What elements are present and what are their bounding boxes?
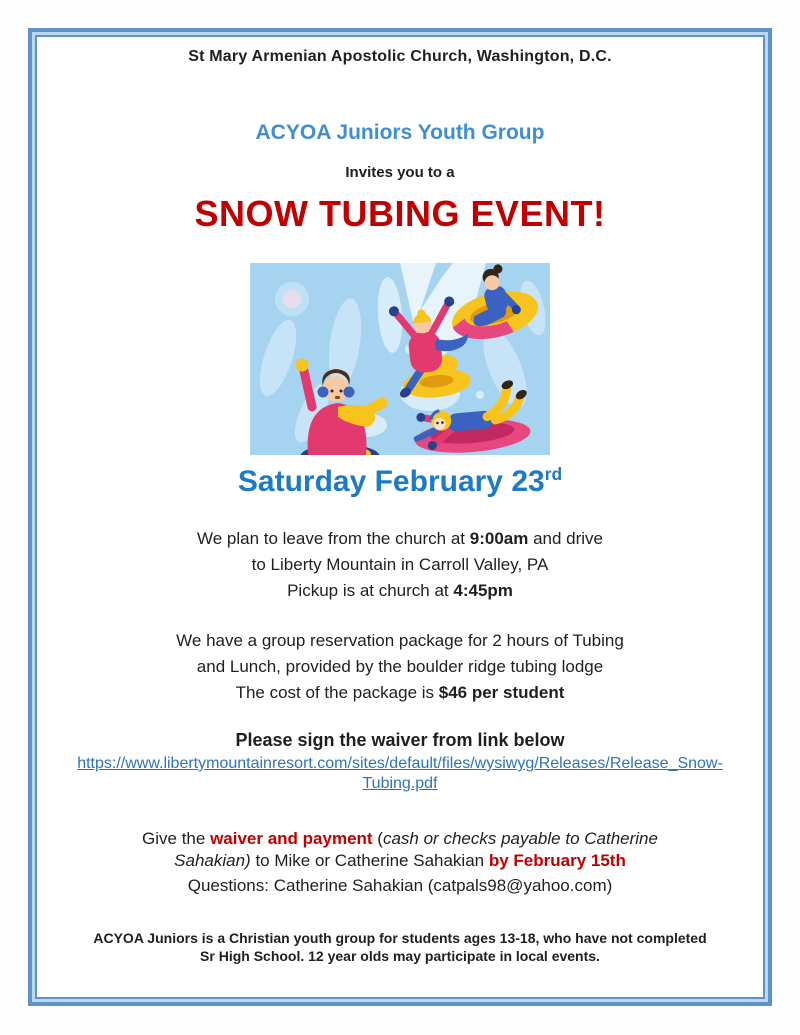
package-line-3: The cost of the package is $46 per student xyxy=(235,683,565,702)
church-name: St Mary Armenian Apostolic Church, Washington, D.C. xyxy=(188,48,612,65)
waiver-link[interactable]: https://www.libertymountainresort.com/sites/default/files/wysiwyg/Releases/Release_Snow-Tubing.pdf xyxy=(77,755,723,792)
payment-line-2: Sahakian) to Mike or Catherine Sahakian by February 15th xyxy=(174,851,626,870)
package-line-2: and Lunch, provided by the boulder ridge tubing lodge xyxy=(196,657,604,676)
travel-line-2: to Liberty Mountain in Carroll Valley, PA xyxy=(251,555,549,574)
event-date-ordinal: rd xyxy=(544,464,563,484)
event-title: SNOW TUBING EVENT! xyxy=(194,193,606,234)
package-line-1: We have a group reservation package for 2 hours of Tubing xyxy=(176,631,624,650)
travel-details xyxy=(37,526,763,604)
waiver-link-block xyxy=(37,754,763,794)
footer-line-1: ACYOA Juniors is a Christian youth group for students ages 13-18, who have not completed xyxy=(93,930,707,946)
payment-line-1: Give the waiver and payment (cash or checks payable to Catherine xyxy=(142,829,658,848)
footer-note xyxy=(37,929,763,965)
invite-line: Invites you to a xyxy=(345,164,455,181)
snow-tubing-illustration xyxy=(250,263,550,455)
flyer-border-frame xyxy=(28,28,772,1006)
flyer-page xyxy=(35,35,765,999)
waiver-heading: Please sign the waiver from link below xyxy=(235,730,565,750)
footer-line-2: Sr High School. 12 year olds may participate in local events. xyxy=(200,948,600,964)
event-date xyxy=(37,464,763,499)
youth-group-name: ACYOA Juniors Youth Group xyxy=(255,121,545,144)
payment-instructions xyxy=(37,828,763,872)
travel-line-1: We plan to leave from the church at 9:00am and drive xyxy=(196,529,604,548)
sun-icon xyxy=(275,282,309,316)
package-details xyxy=(37,628,763,706)
travel-line-3: Pickup is at church at 4:45pm xyxy=(287,581,513,600)
questions-line: Questions: Catherine Sahakian (catpals98@yahoo.com) xyxy=(187,876,613,895)
event-date-text: Saturday February 23 xyxy=(237,465,545,498)
